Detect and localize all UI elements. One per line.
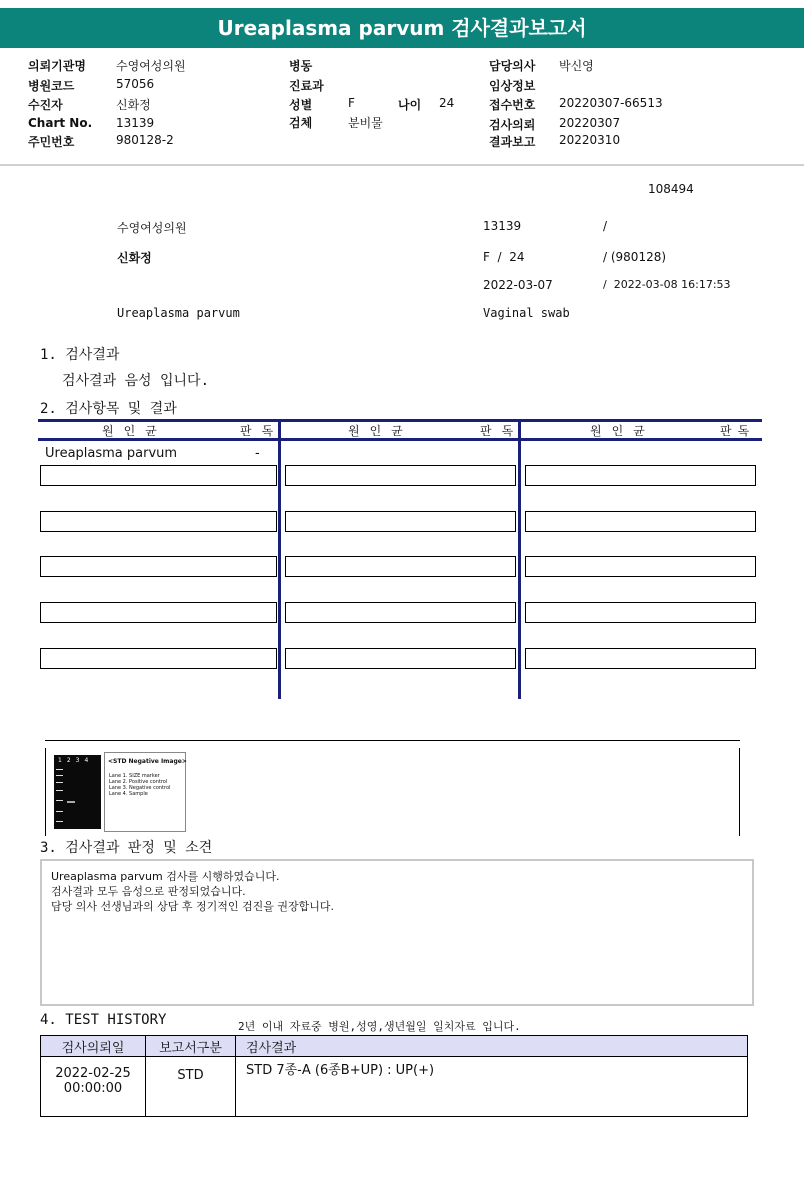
col-organism-2: 원인균 (348, 424, 413, 438)
result-box (285, 602, 516, 623)
hospital-code-value: 57056 (116, 77, 155, 91)
section3-heading: 3. 검사결과 판정 및 소견 (40, 840, 213, 856)
result-box (40, 648, 277, 669)
results-table-divider-2 (518, 419, 521, 699)
marker-band (56, 800, 63, 801)
receipt-no-label: 접수번호 (489, 98, 536, 112)
history-col-date: 검사의뢰일 (41, 1036, 146, 1057)
gel-caption-line: Lane 4. Sample (109, 791, 148, 797)
gel-caption-title: <STD Negative Image> (108, 758, 187, 765)
opinion-line: Ureaplasma parvum 검사를 시행하였습니다. (51, 870, 280, 883)
chart-no-label: Chart No. (28, 116, 93, 130)
result-box (40, 465, 277, 486)
history-header-row (41, 1036, 748, 1057)
hospital-name-value: 수영여성의원 (116, 59, 186, 73)
summary-test-name: Ureaplasma parvum (117, 306, 240, 320)
marker-band (56, 790, 63, 791)
result-box (40, 511, 277, 532)
resident-no-label: 주민번호 (28, 135, 75, 149)
doctor-label: 담당의사 (489, 59, 536, 73)
opinion-box (40, 859, 754, 1006)
col-judgement-2: 판독 (480, 424, 524, 438)
request-date-label: 검사의뢰 (489, 118, 536, 132)
chart-no-value: 13139 (116, 116, 155, 130)
col-judgement-1: 판독 (240, 424, 284, 438)
summary-patient: 신화정 (117, 251, 152, 265)
clinical-info-label: 임상정보 (489, 79, 536, 93)
age-label: 나이 (398, 98, 422, 112)
section2-heading: 2. 검사항목 및 결과 (40, 401, 177, 417)
result-box (525, 465, 756, 486)
history-result: STD 7종-A (6종B+UP) : UP(+) (236, 1057, 748, 1117)
history-col-result: 검사결과 (236, 1036, 748, 1057)
col-organism-1: 원인균 (102, 424, 167, 438)
history-type: STD (146, 1057, 236, 1117)
result-judgement-value: - (255, 446, 260, 461)
ward-label: 병동 (289, 59, 313, 73)
result-box (525, 511, 756, 532)
history-note: 2년 이내 자료중 병원,성영,생년월일 일치자료 입니다. (238, 1020, 521, 1033)
summary-request-date: 2022-03-07 (483, 278, 553, 292)
section1-result-text: 검사결과 음성 입니다. (62, 373, 210, 389)
summary-birth: / (980128) (603, 250, 667, 264)
result-box (285, 648, 516, 669)
gel-lane-numbers: 1234 (58, 757, 94, 764)
dept-label: 진료과 (289, 79, 324, 93)
summary-slash: / (603, 219, 608, 233)
report-date-label: 결과보고 (489, 135, 536, 149)
result-box (525, 556, 756, 577)
section4-heading: 4. TEST HISTORY (40, 1012, 167, 1028)
history-table (40, 1035, 748, 1117)
summary-hospital: 수영여성의원 (117, 221, 187, 235)
patient-label: 수진자 (28, 98, 63, 112)
marker-band (56, 821, 63, 822)
result-box (525, 602, 756, 623)
header-divider (0, 164, 804, 166)
image-top-rule (45, 740, 740, 741)
sex-value: F (348, 96, 355, 110)
marker-band (56, 782, 63, 783)
result-box (285, 465, 516, 486)
history-date-cell (41, 1057, 146, 1117)
specimen-label: 검체 (289, 116, 313, 130)
specimen-value: 분비물 (348, 116, 383, 130)
table-row (41, 1057, 748, 1117)
marker-band (56, 769, 63, 770)
summary-sex-age: F / 24 (483, 250, 525, 264)
doc-number: 108494 (648, 182, 694, 196)
result-box (285, 556, 516, 577)
col-organism-3: 원인균 (590, 424, 655, 438)
result-box (40, 602, 277, 623)
hospital-code-label: 병원코드 (28, 79, 75, 93)
opinion-line: 검사결과 모두 음성으로 판정되었습니다. (51, 885, 246, 898)
request-date-value: 20220307 (559, 116, 621, 130)
report-title: Ureaplasma parvum 검사결과보고서 (217, 16, 587, 40)
history-time: 00:00:00 (63, 1081, 123, 1096)
patient-value: 신화정 (116, 98, 151, 112)
result-box (525, 648, 756, 669)
result-box (285, 511, 516, 532)
marker-band (56, 811, 63, 812)
age-value: 24 (439, 96, 455, 110)
gel-caption (104, 752, 186, 832)
section1-heading: 1. 검사결과 (40, 347, 120, 363)
summary-specimen: Vaginal swab (483, 306, 570, 320)
col-judgement-3: 판독 (720, 424, 756, 438)
resident-no-value: 980128-2 (116, 133, 174, 147)
history-col-type: 보고서구분 (146, 1036, 236, 1057)
report-date-value: 20220310 (559, 133, 621, 147)
marker-band (56, 775, 63, 776)
history-date: 2022-02-25 (55, 1066, 131, 1081)
result-box (40, 556, 277, 577)
receipt-no-value: 20220307-66513 (559, 96, 663, 110)
gel-caption-line: Lane 1. SIZE marker (109, 773, 160, 779)
gel-caption-line: Lane 2. Positive control (109, 779, 168, 785)
hospital-name-label: 의뢰기관명 (28, 59, 86, 73)
gel-electrophoresis-image (54, 755, 101, 829)
summary-chart: 13139 (483, 219, 522, 233)
results-table-divider-1 (278, 419, 281, 699)
sex-label: 성별 (289, 98, 313, 112)
gel-caption-line: Lane 3. Negative control (109, 785, 171, 791)
positive-control-band (67, 801, 75, 803)
doctor-value: 박신영 (559, 59, 594, 73)
result-organism-name: Ureaplasma parvum (45, 446, 178, 461)
summary-report-datetime: / 2022-03-08 16:17:53 (603, 278, 731, 291)
opinion-line: 담당 의사 선생님과의 상담 후 정기적인 검진을 권장합니다. (51, 900, 334, 913)
